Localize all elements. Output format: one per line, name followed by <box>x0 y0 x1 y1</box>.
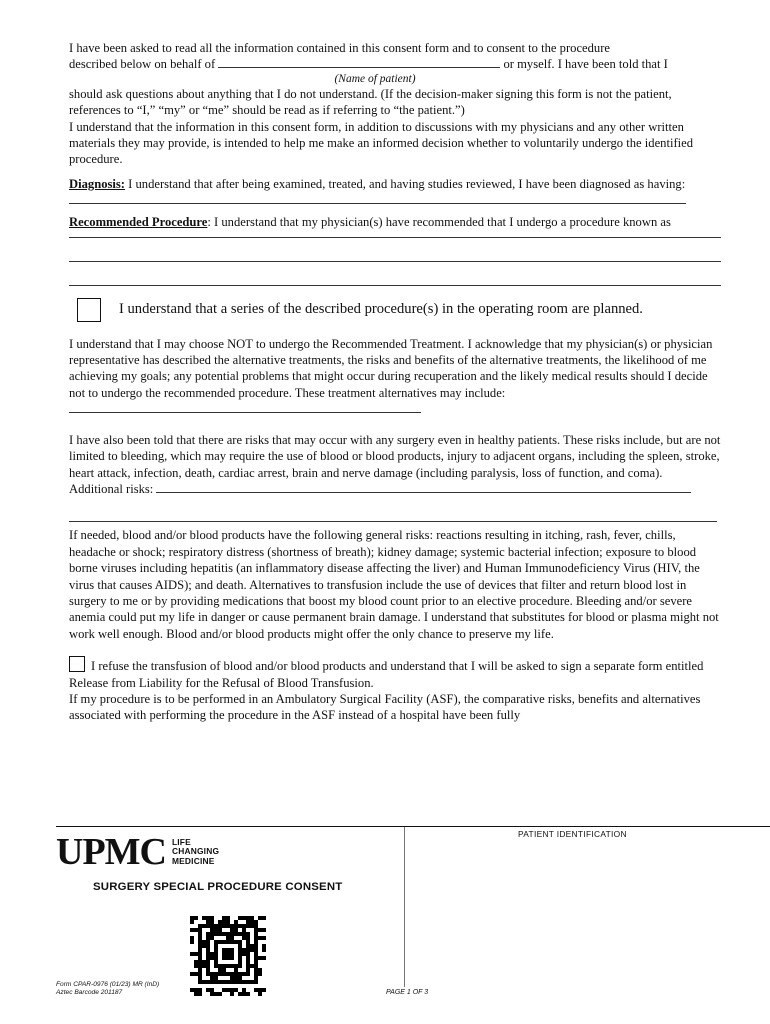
logo-tagline <box>172 838 219 867</box>
patient-name-caption: (Name of patient) <box>334 72 416 85</box>
series-checkbox-label: I understand that a series of the described procedure(s) in the operating room are planned. <box>119 301 643 318</box>
page-number: PAGE 1 OF 3 <box>386 989 429 996</box>
form-number <box>56 981 159 996</box>
procedure-text: : I understand that my physician(s) have recommended that I undergo a procedure known as <box>207 215 671 230</box>
risks-text: I have also been told that there are risks that may occur with any surgery even in healthy patients. These risks include, but are not limited to bleeding, which may require the use of blood or blood products, injury to adjacent organs, including the spleen, stroke, heart attack, infection, death, cardiac arrest, brain and nerve damage (including paralysis, loss of function, and coma). <box>69 432 721 480</box>
form-number-text: Form CPAR-0976 (01/23) MR (InD) <box>56 981 160 988</box>
blood-paragraph: If needed, blood and/or blood products have the following general risks: reactions resulting in itching, rash, fever, chills, headache or shock; respiratory distress (shortness of breath); kidney damage; systemic bacterial infection; exposure to blood borne viruses including hepatitis (an inflammatory disease affecting the liver) and Human Immunodeficiency Virus (HIV, the virus that causes AIDS); and death. Alternatives to transfusion include the use of devices that filter and return blood lost in surgery to me or by providing medications that boost my blood count prior to an elective procedure. Bleeding and/or severe anemia could put my life in danger or cause permanent brain damage. I understand that substitutes for blood or plasma might not work well enough. Blood and/or blood products might offer the only chance to preserve my life. <box>69 528 719 641</box>
patient-identification-label: PATIENT IDENTIFICATION <box>518 829 627 839</box>
form-footer <box>56 826 770 1017</box>
refuse-transfusion-label: I refuse the transfusion of blood and/or blood products and understand that I will be asked to sign a separate form entitled Release from Liability for the Refusal of Blood Transfusion. <box>69 659 704 690</box>
refuse-transfusion-checkbox[interactable] <box>69 656 85 672</box>
procedure-line-2[interactable] <box>69 261 721 262</box>
logo-tag-3: MEDICINE <box>171 855 215 866</box>
intro-line2-post: or myself. I have been told that I <box>503 57 668 72</box>
asf-paragraph: If my procedure is to be performed in an Ambulatory Surgical Facility (ASF), the comparative risks, benefits and alternatives associated with performing the procedure in the ASF instead of a hospital have been fully <box>69 691 701 723</box>
refuse-paragraph <box>69 656 721 691</box>
alternatives-text: I understand that I may choose NOT to undergo the Recommended Treatment. I acknowledge that my physician(s) or physician representative has described the alternative treatments, the risks and benefits of the alternative treatments, the likelihood of me achieving my goals; any potential problems that might occur during recuperation and the likely medical results should I decide not to undergo the recommended procedure. These treatment alternatives may include: <box>69 336 713 400</box>
additional-risks-label: Additional risks: <box>69 481 154 496</box>
form-title: SURGERY SPECIAL PROCEDURE CONSENT <box>93 881 343 893</box>
logo-wordmark: UPMC <box>56 831 166 873</box>
alternatives-field[interactable] <box>69 412 421 413</box>
procedure-label: Recommended Procedure <box>69 215 208 230</box>
patient-name-field[interactable] <box>218 67 500 68</box>
intro-line1: I have been asked to read all the information contained in this consent form and to consent to the procedure <box>69 41 611 55</box>
intro-line2-pre: described below on behalf of <box>69 57 216 72</box>
consent-body <box>69 40 721 724</box>
series-checkbox[interactable] <box>77 298 101 322</box>
additional-risks-field[interactable] <box>156 492 691 493</box>
risks-paragraph <box>69 432 721 498</box>
intro-rest: should ask questions about anything that I do not understand. (If the decision-maker signing this form is not the patient, references to “I,” “my” or “me” should be read as if referring to “the patient.”) <box>69 86 672 118</box>
procedure-line-3[interactable] <box>69 285 721 286</box>
diagnosis-label: Diagnosis: <box>69 176 125 191</box>
logo-tag-2: CHANGING <box>171 846 220 857</box>
procedure-paragraph <box>69 214 721 230</box>
aztec-barcode <box>190 915 266 997</box>
footer-divider <box>404 827 405 987</box>
procedure-line-1[interactable] <box>69 237 721 238</box>
series-row <box>77 298 721 322</box>
logo-tag-1: LIFE <box>171 836 191 847</box>
alternatives-paragraph <box>69 336 721 418</box>
barcode-label: Aztec Barcode 201187 <box>56 988 123 996</box>
intro-paragraph <box>69 40 721 73</box>
intro-para2: I understand that the information in this consent form, in addition to discussions with my physicians and any other written materials they may provide, is intended to help me make an informed decision whether to voluntarily undergo the identified procedure. <box>69 119 694 167</box>
upmc-logo <box>56 833 219 871</box>
diagnosis-text: I understand that after being examined, treated, and having studies reviewed, I have been diagnosed as having: <box>124 176 686 191</box>
diagnosis-paragraph <box>69 176 721 192</box>
